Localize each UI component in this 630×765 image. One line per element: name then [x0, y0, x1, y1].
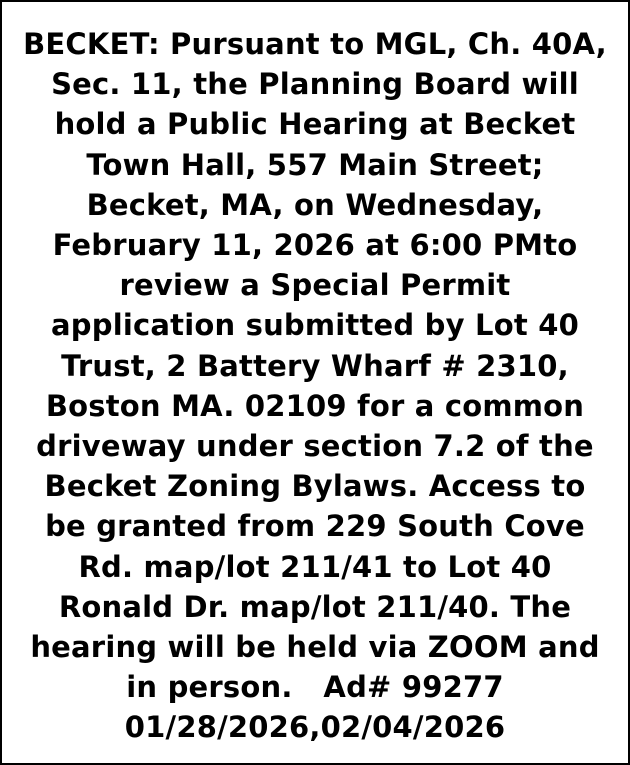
notice-line: 01/28/2026,02/04/2026	[124, 710, 506, 745]
notice-line: hold a Public Hearing at Becket	[54, 107, 576, 142]
notice-line: application submitted by Lot 40	[51, 308, 579, 343]
notice-line: Becket Zoning Bylaws. Access to	[44, 469, 586, 504]
notice-line: Sec. 11, the Planning Board will	[51, 67, 579, 102]
notice-line: in person. Ad# 99277	[126, 670, 504, 705]
notice-line: Boston MA. 02109 for a common	[45, 388, 585, 423]
notice-line: driveway under section 7.2 of the	[36, 429, 594, 464]
notice-line: Trust, 2 Battery Wharf # 2310,	[61, 348, 569, 383]
notice-line: review a Special Permit	[119, 268, 511, 303]
notice-line: Town Hall, 557 Main Street;	[86, 147, 544, 182]
notice-line: February 11, 2026 at 6:00 PMto	[52, 228, 578, 263]
legal-notice-text	[6, 24, 624, 748]
notice-line: Rd. map/lot 211/41 to Lot 40	[78, 549, 552, 584]
notice-line: Ronald Dr. map/lot 211/40. The	[58, 589, 572, 624]
notice-line: Becket, MA, on Wednesday,	[86, 187, 544, 222]
notice-line: hearing will be held via ZOOM and	[30, 630, 600, 665]
notice-line: be granted from 229 South Cove	[45, 509, 585, 544]
notice-line: BECKET: Pursuant to MGL, Ch. 40A,	[23, 27, 607, 61]
